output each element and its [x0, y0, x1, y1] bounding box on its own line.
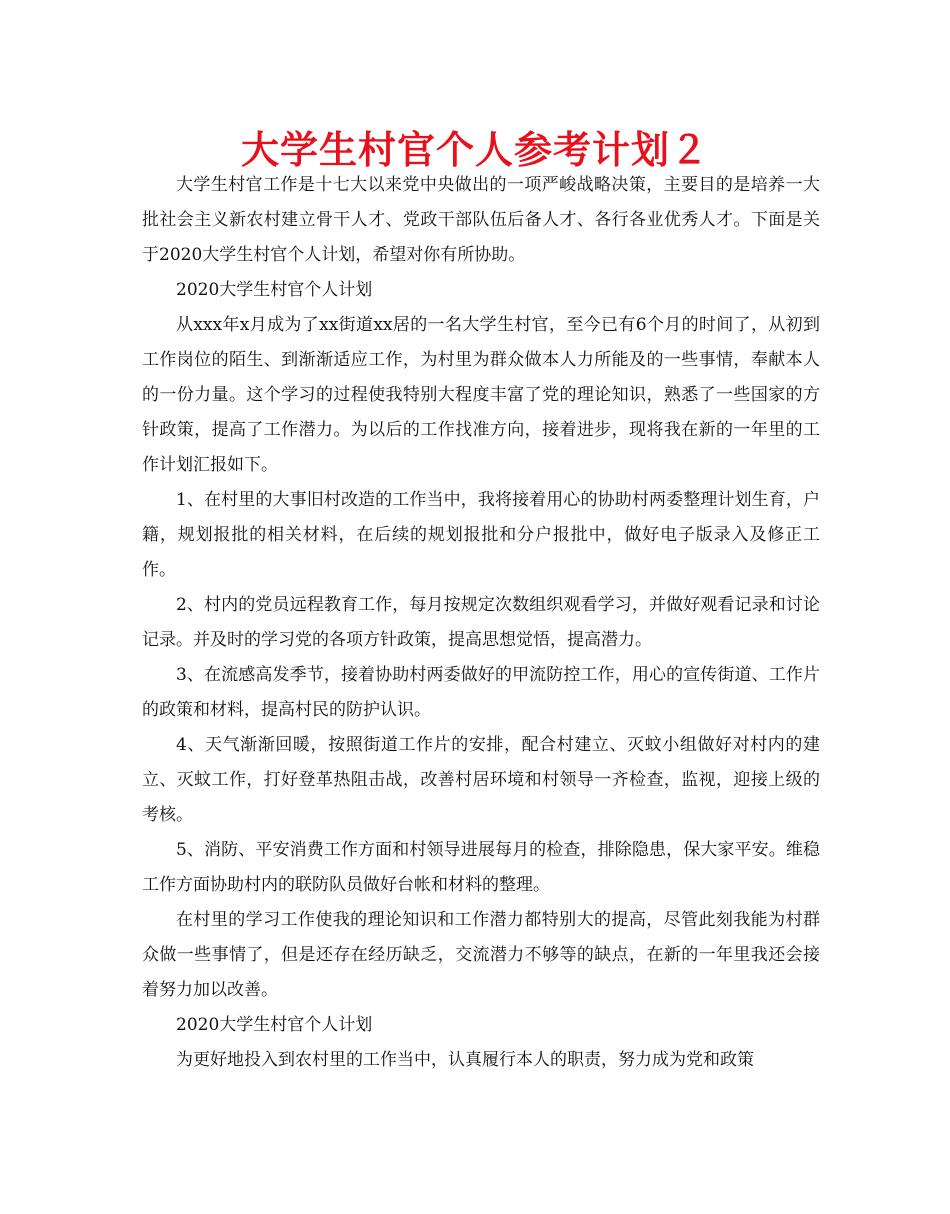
paragraph-item-3: 3、在流感高发季节，接着协助村两委做好的甲流防控工作，用心的宣传街道、工作片的政策和材料，提高村民的防护认识。 — [142, 665, 820, 720]
paragraph-summary: 在村里的学习工作使我的理论知识和工作潜力都特别大的提高，尽管此刻我能为村群众做一些事情了，但是还存在经历缺乏，交流潜力不够等的缺点，在新的一年里我还会接着努力加以改善。 — [142, 910, 820, 1000]
paragraph-subheading: 2020大学生村官个人计划 — [176, 280, 373, 300]
paragraph-item-1: 1、在村里的大事旧村改造的工作当中，我将接着用心的协助村两委整理计划生育，户籍，规划报批的相关材料，在后续的规划报批和分户报批中，做好电子版录入及修正工作。 — [142, 490, 820, 580]
paragraph-closing: 为更好地投入到农村里的工作当中，认真履行本人的职责，努力成为党和政策 — [176, 1050, 754, 1070]
paragraph-intro: 大学生村官工作是十七大以来党中央做出的一项严峻战略决策，主要目的是培养一大批社会主义新农村建立骨干人才、党政干部队伍后备人才、各行各业优秀人才。下面是关于2020大学生村官个人计划，希望对你有所协助。 — [142, 175, 820, 265]
paragraph-item-4: 4、天气渐渐回暖，按照街道工作片的安排，配合村建立、灭蚊小组做好对村内的建立、灭蚊工作，打好登革热阻击战，改善村居环境和村领导一齐检查，监视，迎接上级的考核。 — [142, 735, 820, 825]
paragraph-background: 从xxx年x月成为了xx街道xx居的一名大学生村官，至今已有6个月的时间了，从初到工作岗位的陌生、到渐渐适应工作，为村里为群众做本人力所能及的一些事情，奉献本人的一份力量。这个学习的过程使我特别大程度丰富了党的理论知识，熟悉了一些国家的方针政策，提高了工作潜力。为以后的工作找准方向，接着进步，现将我在新的一年里的工作计划汇报如下。 — [142, 315, 820, 475]
document-body — [142, 168, 820, 1078]
paragraph-item-5: 5、消防、平安消费工作方面和村领导进展每月的检查，排除隐患，保大家平安。维稳工作方面协助村内的联防队员做好台帐和材料的整理。 — [142, 840, 820, 895]
paragraph-subheading-2: 2020大学生村官个人计划 — [176, 1015, 373, 1035]
document-title: 大学生村官个人参考计划２ — [240, 128, 709, 172]
paragraph-item-2: 2、村内的党员远程教育工作，每月按规定次数组织观看学习，并做好观看记录和讨论记录。并及时的学习党的各项方针政策，提高思想觉悟，提高潜力。 — [142, 595, 820, 650]
